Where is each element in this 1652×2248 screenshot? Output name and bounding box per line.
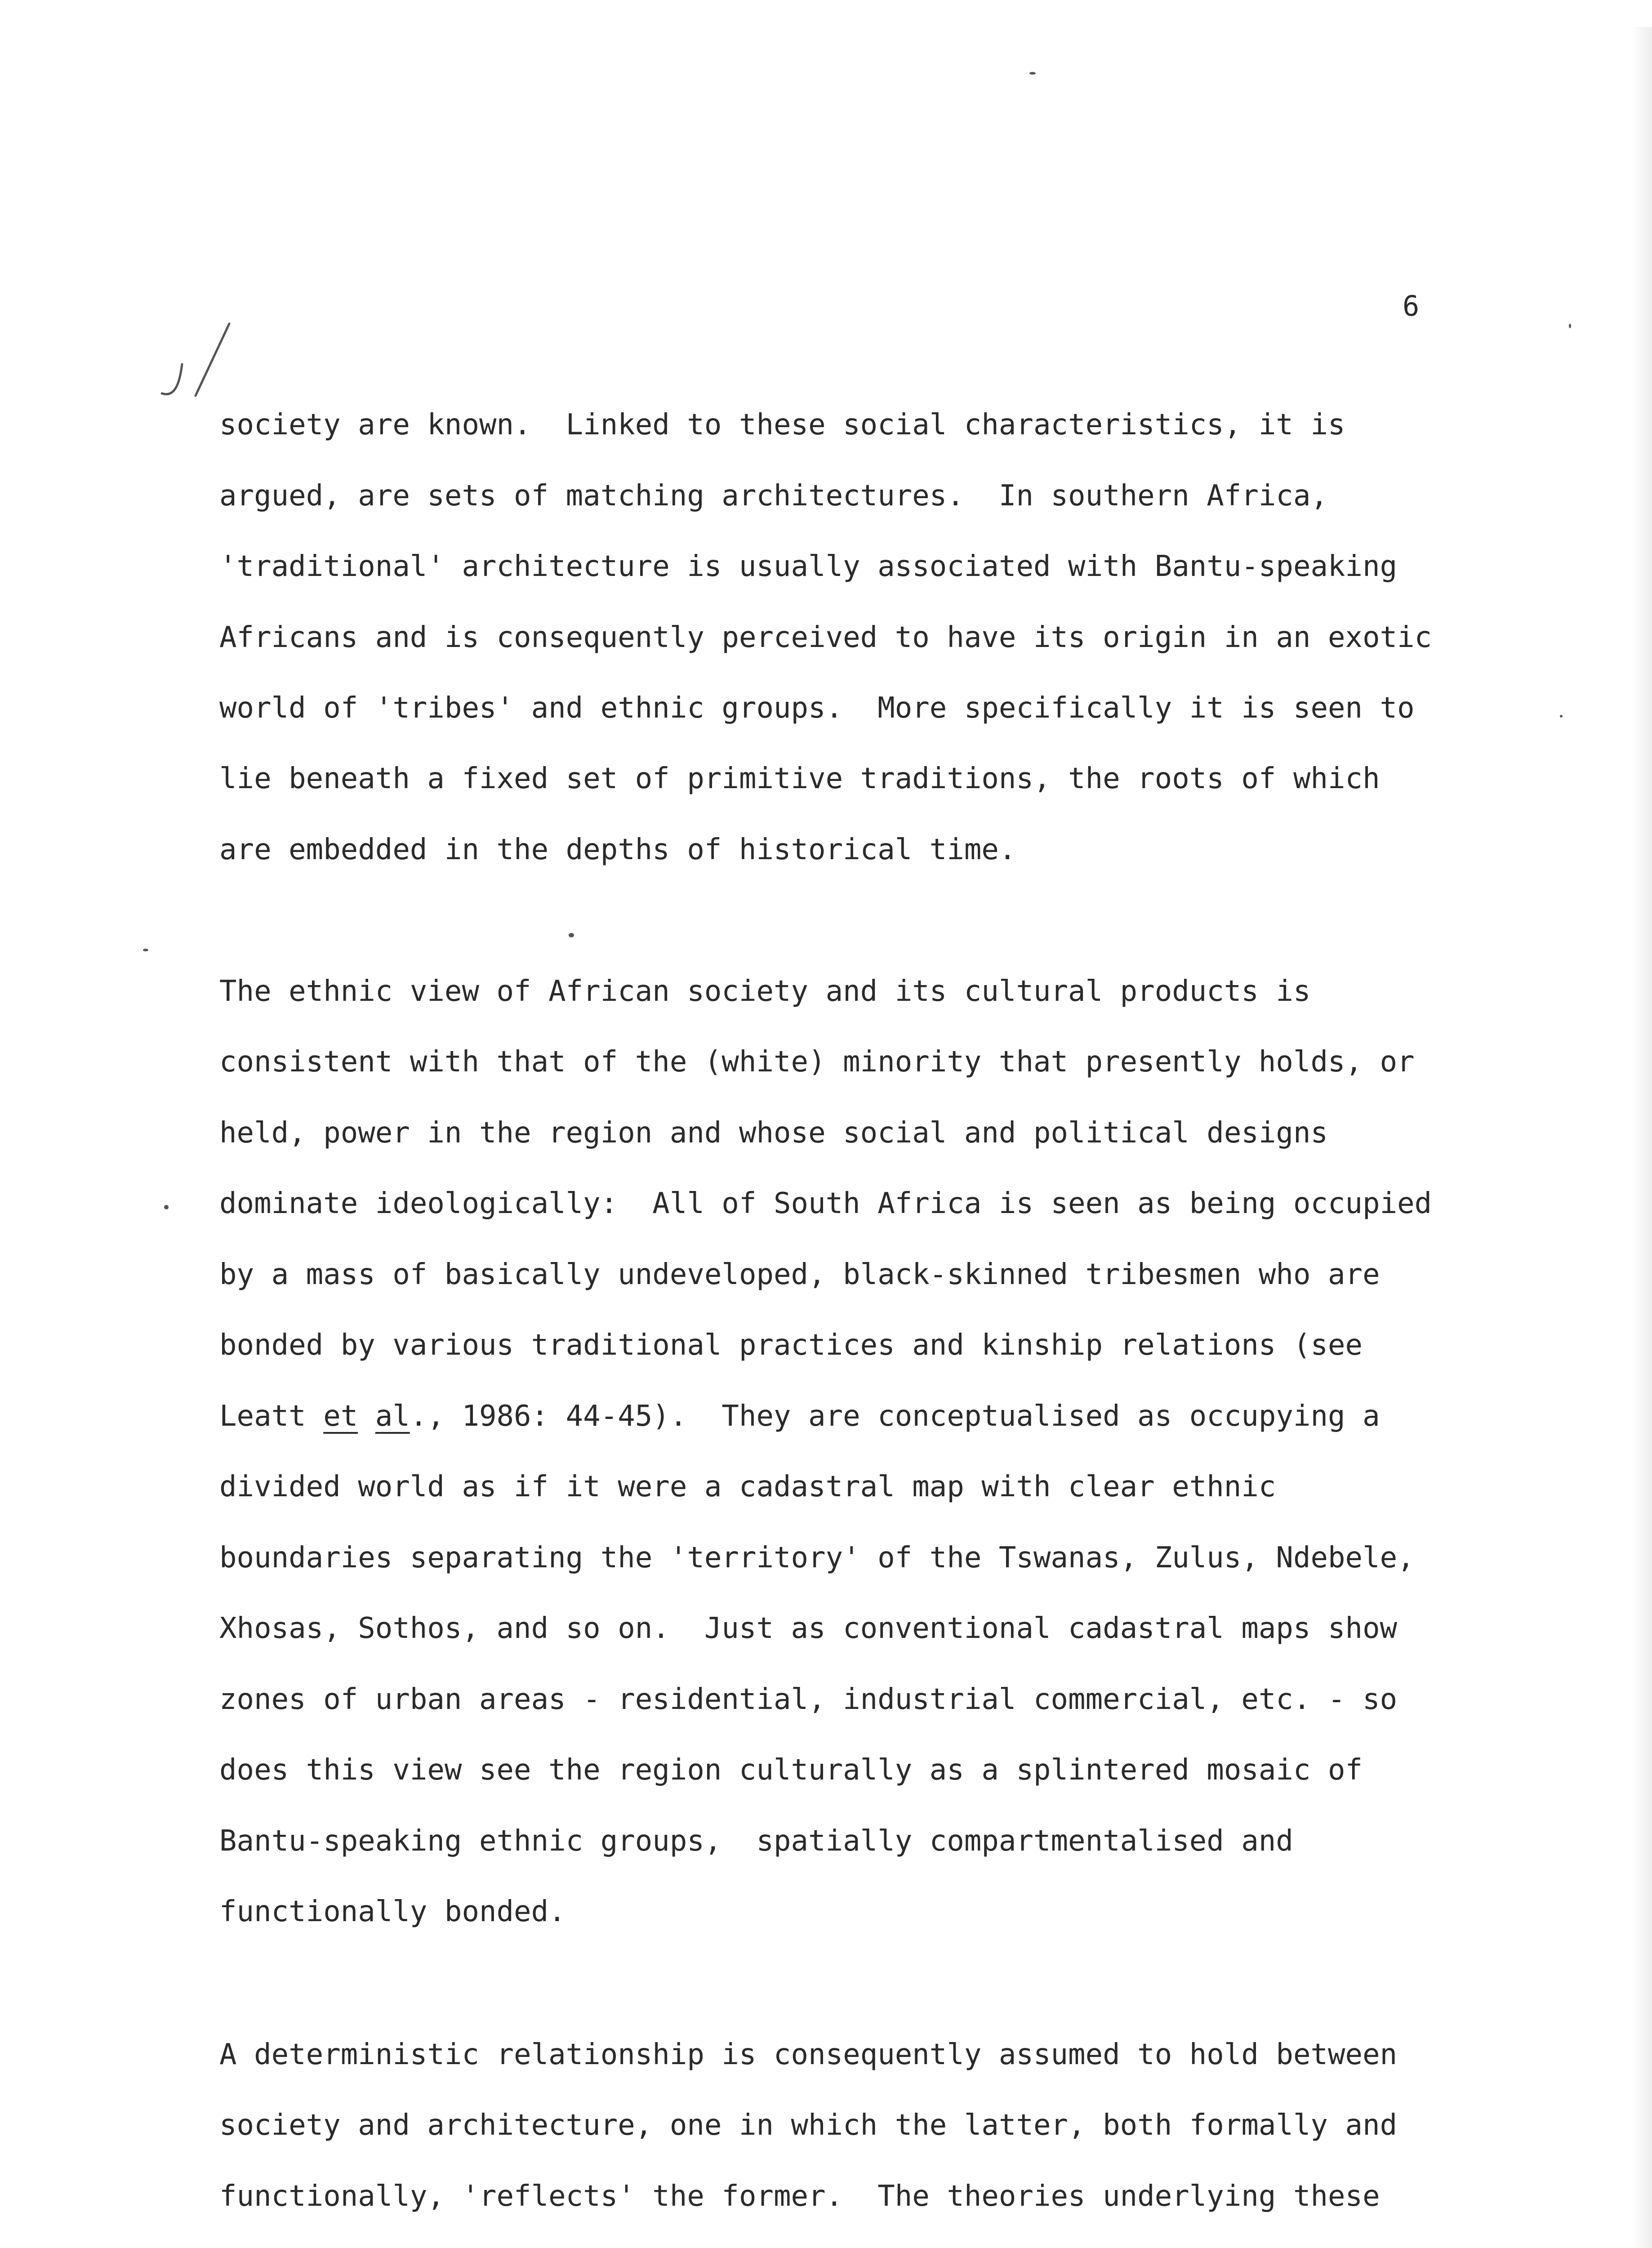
text-line-citation: [219, 1398, 1380, 1434]
text-line: Xhosas, Sothos, and so on. Just as conventional cadastral maps show: [219, 1612, 1398, 1645]
text-line: world of 'tribes' and ethnic groups. More specifically it is seen to: [219, 691, 1415, 725]
text-line: lie beneath a fixed set of primitive traditions, the roots of which: [219, 762, 1380, 795]
scan-speck: [1029, 72, 1036, 75]
underlined-text: et: [323, 1400, 358, 1433]
text-line: Africans and is consequently perceived to have its origin in an exotic: [219, 621, 1432, 654]
text-line: society and architecture, one in which the latter, both formally and: [219, 2109, 1398, 2142]
scan-speck: [1569, 324, 1571, 328]
text-line: by a mass of basically undeveloped, black-skinned tribesmen who are: [219, 1258, 1380, 1291]
page-edge-shadow: [1631, 27, 1652, 2248]
text-line: A deterministic relationship is consequently assumed to hold between: [219, 2038, 1398, 2071]
text-line: argued, are sets of matching architectures. In southern Africa,: [219, 479, 1328, 513]
text-line: are embedded in the depths of historical time.: [219, 833, 1016, 866]
scan-speck: [164, 1205, 169, 1209]
text-line: does this view see the region culturally as a splintered mosaic of: [219, 1753, 1363, 1787]
text-line: divided world as if it were a cadastral map with clear ethnic: [219, 1470, 1276, 1503]
text-fragment: [358, 1400, 375, 1433]
text-line: The ethnic view of African society and its cultural products is: [219, 975, 1311, 1008]
page-number: 6: [1403, 290, 1420, 322]
handwritten-check-mark: [155, 315, 245, 418]
text-line: society are known. Linked to these social characteristics, it is: [219, 408, 1345, 442]
text-line: held, power in the region and whose social and political designs: [219, 1116, 1328, 1150]
text-fragment: ., 1986: 44-45). They are conceptualised as occupying a: [410, 1400, 1380, 1433]
text-line: 'traditional' architecture is usually associated with Bantu-speaking: [219, 550, 1398, 583]
text-line: bonded by various traditional practices and kinship relations (see: [219, 1329, 1363, 1362]
text-line: zones of urban areas - residential, industrial commercial, etc. - so: [219, 1683, 1398, 1716]
text-fragment: Leatt: [219, 1400, 324, 1433]
text-line: dominate ideologically: All of South Africa is seen as being occupied: [219, 1187, 1432, 1220]
underlined-text: al: [375, 1400, 410, 1433]
text-line: boundaries separating the 'territory' of the Tswanas, Zulus, Ndebele,: [219, 1541, 1415, 1574]
scan-speck: [1560, 715, 1563, 718]
text-line: consistent with that of the (white) minority that presently holds, or: [219, 1045, 1415, 1079]
scan-speck: [143, 949, 148, 951]
scan-speck: [569, 933, 574, 937]
text-line: Bantu-speaking ethnic groups, spatially compartmentalised and: [219, 1824, 1293, 1858]
text-line: functionally bonded.: [219, 1895, 566, 1928]
text-line: functionally, 'reflects' the former. The theories underlying these: [219, 2180, 1380, 2213]
